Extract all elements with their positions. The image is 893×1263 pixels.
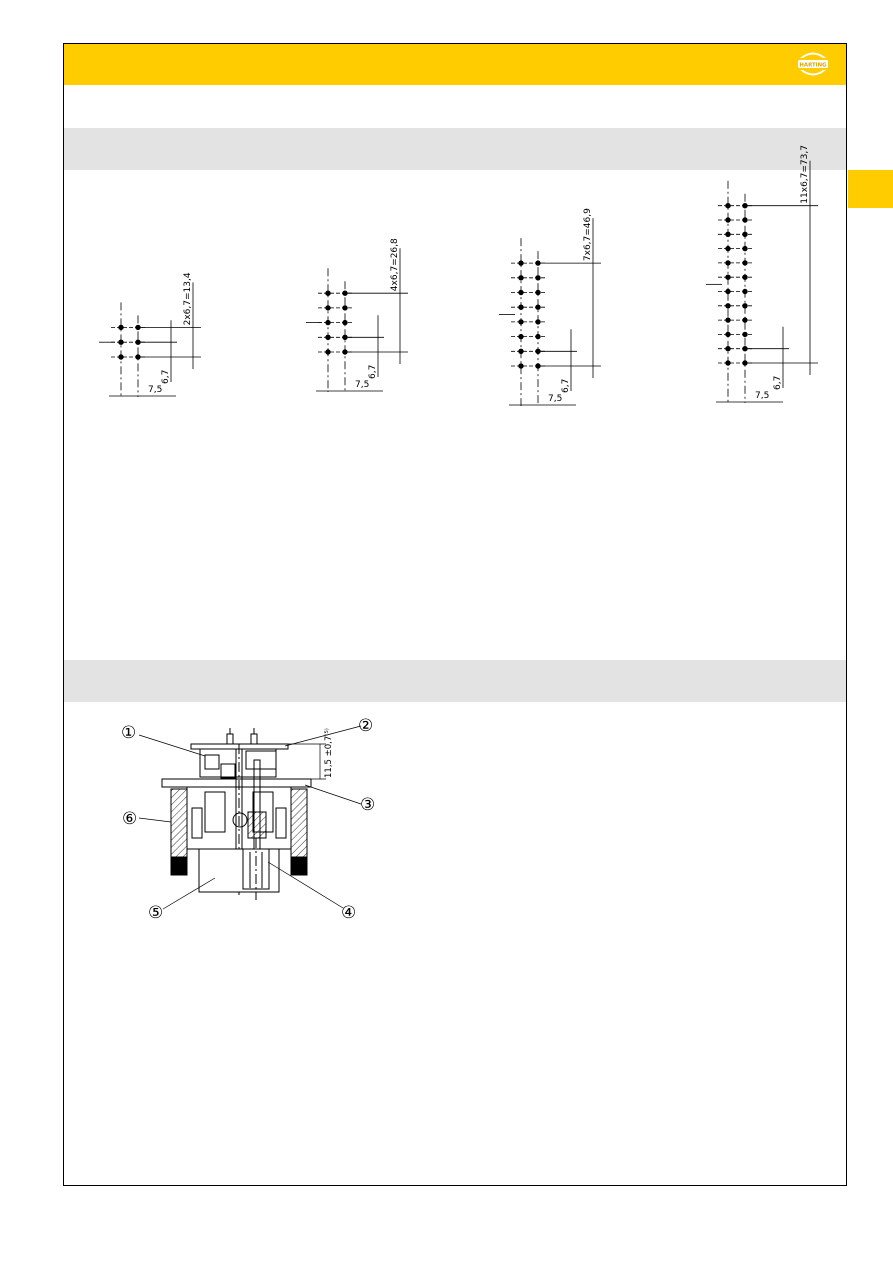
- logo-text: HARTING: [799, 62, 827, 69]
- hole: [519, 290, 524, 295]
- callout-2: ②: [358, 716, 374, 736]
- pitch-label: 6,7: [561, 378, 571, 393]
- hole: [519, 334, 524, 339]
- hole: [743, 332, 748, 337]
- hole: [326, 350, 331, 355]
- assembly-dimension-label: 11,5 ±0,7⁽⁵⁾: [324, 728, 334, 778]
- hole: [726, 218, 731, 223]
- callout-4: ④: [341, 903, 357, 923]
- hole: [726, 203, 731, 208]
- width-label: 7,5: [148, 385, 163, 395]
- hole: [119, 355, 124, 360]
- pitch-label: 6,7: [161, 369, 171, 384]
- hole: [743, 318, 748, 323]
- hole: [326, 320, 331, 325]
- drilling-pattern-4x: [306, 238, 408, 392]
- hole: [519, 364, 524, 369]
- height-label: 7x6,7=46,9: [583, 208, 593, 262]
- drilling-pattern-2x: [99, 272, 201, 397]
- upper-insert: [200, 749, 276, 777]
- hole: [743, 232, 748, 237]
- hole: [326, 291, 331, 296]
- callout-6: ⑥: [122, 809, 138, 829]
- hole: [119, 340, 124, 345]
- callout-3: ③: [360, 795, 376, 815]
- hole: [536, 305, 541, 310]
- width-label: 7,5: [548, 394, 563, 404]
- hole: [726, 275, 731, 280]
- width-label: 7,5: [355, 380, 370, 390]
- housing-wall-right: [291, 789, 307, 857]
- callout-1: ①: [121, 723, 137, 743]
- hole: [743, 304, 748, 309]
- hole: [536, 290, 541, 295]
- width-label: 7,5: [755, 391, 770, 401]
- hole: [519, 320, 524, 325]
- hole: [726, 232, 731, 237]
- drilling-patterns: [99, 145, 818, 406]
- hole: [519, 276, 524, 281]
- hole: [726, 346, 731, 351]
- housing-wall-left: [171, 789, 187, 857]
- hole: [536, 334, 541, 339]
- height-label: 11x6,7=73,7: [800, 145, 810, 204]
- hole: [343, 306, 348, 311]
- hole: [326, 306, 331, 311]
- hole: [536, 320, 541, 325]
- drilling-pattern-11x: [706, 145, 818, 403]
- hole: [519, 349, 524, 354]
- hole: [726, 332, 731, 337]
- hole: [743, 261, 748, 266]
- hole: [536, 276, 541, 281]
- hole: [726, 361, 731, 366]
- height-label: 4x6,7=26,8: [390, 238, 400, 292]
- callout-5: ⑤: [148, 903, 164, 923]
- drilling-pattern-7x: [499, 208, 601, 406]
- hole: [726, 261, 731, 266]
- hole: [743, 246, 748, 251]
- hole: [519, 261, 524, 266]
- hole: [726, 304, 731, 309]
- hole: [743, 218, 748, 223]
- hole: [726, 246, 731, 251]
- pitch-label: 6,7: [773, 375, 783, 390]
- hole: [726, 289, 731, 294]
- hole: [743, 289, 748, 294]
- hole: [343, 320, 348, 325]
- hole: [519, 305, 524, 310]
- hole: [326, 335, 331, 340]
- hole: [119, 325, 124, 330]
- pitch-label: 6,7: [368, 364, 378, 379]
- hole: [743, 275, 748, 280]
- height-label: 2x6,7=13,4: [183, 272, 193, 326]
- hole: [726, 318, 731, 323]
